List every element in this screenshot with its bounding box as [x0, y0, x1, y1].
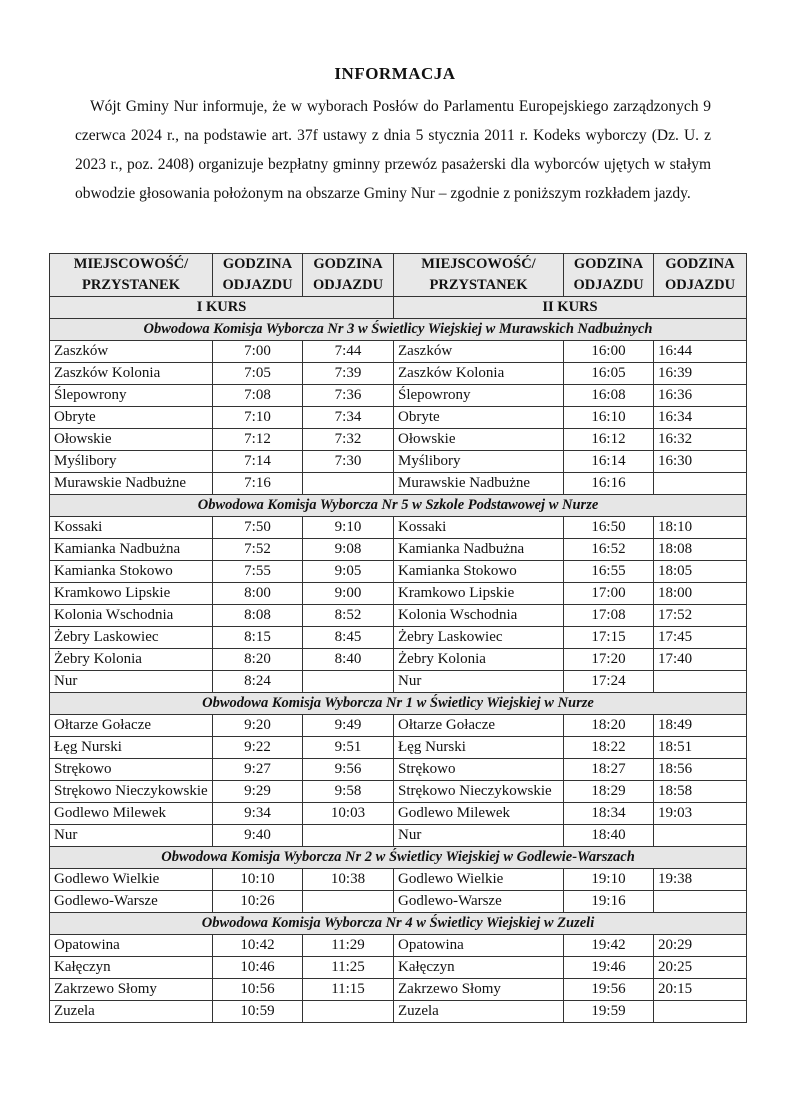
section-header-row [50, 913, 747, 935]
departure-kurs-2a: 17:15 [564, 627, 654, 649]
departure-kurs-2a: 19:56 [564, 979, 654, 1001]
header-departure-1a: GODZINA ODJAZDU [213, 254, 303, 297]
departure-kurs-2a: 19:16 [564, 891, 654, 913]
departure-kurs-2a: 16:16 [564, 473, 654, 495]
departure-kurs-2a: 18:29 [564, 781, 654, 803]
header-place-2: MIEJSCOWOŚĆ/ PRZYSTANEK [394, 254, 564, 297]
departure-kurs-1b: 7:32 [303, 429, 394, 451]
departure-kurs-1b [303, 473, 394, 495]
intro-paragraph: Wójt Gminy Nur informuje, że w wyborach Posłów do Parlamentu Europejskiego zarządzonych 9 czerwca 2024 r., na podstawie art. 37f ustawy z dnia 5 stycznia 2011 r. Kodeks wyborczy (Dz. U. z 2023 r., poz. 2408) organizuje bezpłatny gminny przewóz pasażerski dla wyborców ujętych w stałym obwodzie głosowania położonym na obszarze Gminy Nur – zgodnie z poniższym rozkładem jazdy. [75, 98, 711, 202]
departure-kurs-1a: 7:55 [213, 561, 303, 583]
table-row [50, 869, 747, 891]
departure-kurs-2a: 16:52 [564, 539, 654, 561]
departure-kurs-2b: 18:05 [654, 561, 747, 583]
departure-kurs-1a: 9:40 [213, 825, 303, 847]
table-row [50, 341, 747, 363]
stop-name-kurs-2: Strękowo Nieczykowskie [394, 781, 564, 803]
stop-name-kurs-2: Zuzela [394, 1001, 564, 1023]
section-header-row [50, 319, 747, 341]
departure-kurs-1a: 8:08 [213, 605, 303, 627]
table-row [50, 935, 747, 957]
departure-kurs-1a: 7:10 [213, 407, 303, 429]
stop-name-kurs-1: Ołowskie [50, 429, 213, 451]
stop-name-kurs-2: Ołtarze Gołacze [394, 715, 564, 737]
departure-kurs-1b: 7:34 [303, 407, 394, 429]
departure-kurs-2b: 18:10 [654, 517, 747, 539]
departure-kurs-2a: 16:10 [564, 407, 654, 429]
stop-name-kurs-1: Godlewo Wielkie [50, 869, 213, 891]
stop-name-kurs-2: Kałęczyn [394, 957, 564, 979]
table-row [50, 473, 747, 495]
table-row [50, 671, 747, 693]
departure-kurs-1a: 10:56 [213, 979, 303, 1001]
stop-name-kurs-1: Kamianka Nadbużna [50, 539, 213, 561]
stop-name-kurs-1: Kamianka Stokowo [50, 561, 213, 583]
stop-name-kurs-2: Nur [394, 825, 564, 847]
stop-name-kurs-1: Myślibory [50, 451, 213, 473]
header-departure-2b: GODZINA ODJAZDU [654, 254, 747, 297]
stop-name-kurs-1: Godlewo Milewek [50, 803, 213, 825]
stop-name-kurs-1: Strękowo [50, 759, 213, 781]
stop-name-kurs-2: Kossaki [394, 517, 564, 539]
departure-kurs-1a: 7:08 [213, 385, 303, 407]
stop-name-kurs-2: Kolonia Wschodnia [394, 605, 564, 627]
section-title: Obwodowa Komisja Wyborcza Nr 1 w Świetlicy Wiejskiej w Nurze [50, 693, 747, 715]
table-row [50, 759, 747, 781]
departure-kurs-2a: 16:14 [564, 451, 654, 473]
departure-kurs-2b: 17:40 [654, 649, 747, 671]
departure-kurs-2b [654, 825, 747, 847]
departure-kurs-2b: 16:32 [654, 429, 747, 451]
departure-kurs-1b: 11:15 [303, 979, 394, 1001]
stop-name-kurs-2: Kamianka Stokowo [394, 561, 564, 583]
departure-kurs-1a: 10:42 [213, 935, 303, 957]
stop-name-kurs-2: Murawskie Nadbużne [394, 473, 564, 495]
table-row [50, 583, 747, 605]
table-row [50, 781, 747, 803]
departure-kurs-1a: 10:26 [213, 891, 303, 913]
table-row [50, 649, 747, 671]
departure-kurs-1a: 7:50 [213, 517, 303, 539]
page-title: INFORMACJA [334, 64, 456, 83]
departure-kurs-2b [654, 473, 747, 495]
departure-kurs-2b: 16:34 [654, 407, 747, 429]
stop-name-kurs-1: Nur [50, 671, 213, 693]
departure-kurs-2a: 16:00 [564, 341, 654, 363]
table-row [50, 539, 747, 561]
departure-kurs-2b: 20:15 [654, 979, 747, 1001]
stop-name-kurs-1: Zakrzewo Słomy [50, 979, 213, 1001]
departure-kurs-2b: 18:49 [654, 715, 747, 737]
table-row [50, 979, 747, 1001]
departure-kurs-2b: 20:25 [654, 957, 747, 979]
departure-kurs-1a: 8:24 [213, 671, 303, 693]
departure-kurs-2a: 17:00 [564, 583, 654, 605]
departure-kurs-2a: 16:08 [564, 385, 654, 407]
stop-name-kurs-2: Łęg Nurski [394, 737, 564, 759]
departure-kurs-2b: 17:45 [654, 627, 747, 649]
departure-kurs-1a: 10:10 [213, 869, 303, 891]
stop-name-kurs-1: Ołtarze Gołacze [50, 715, 213, 737]
stop-name-kurs-1: Zuzela [50, 1001, 213, 1023]
table-row [50, 825, 747, 847]
departure-kurs-2a: 16:50 [564, 517, 654, 539]
departure-kurs-1a: 7:16 [213, 473, 303, 495]
table-row [50, 561, 747, 583]
header-departure-1b: GODZINA ODJAZDU [303, 254, 394, 297]
stop-name-kurs-1: Żebry Kolonia [50, 649, 213, 671]
stop-name-kurs-1: Obryte [50, 407, 213, 429]
stop-name-kurs-1: Godlewo-Warsze [50, 891, 213, 913]
stop-name-kurs-2: Godlewo Wielkie [394, 869, 564, 891]
table-row [50, 1001, 747, 1023]
departure-kurs-1b: 9:00 [303, 583, 394, 605]
departure-kurs-2a: 18:20 [564, 715, 654, 737]
departure-kurs-1a: 9:22 [213, 737, 303, 759]
table-row [50, 715, 747, 737]
departure-kurs-2b: 18:56 [654, 759, 747, 781]
table-row [50, 451, 747, 473]
departure-kurs-2a: 18:34 [564, 803, 654, 825]
departure-kurs-2a: 19:10 [564, 869, 654, 891]
departure-kurs-1b: 9:56 [303, 759, 394, 781]
departure-kurs-1a: 10:46 [213, 957, 303, 979]
departure-kurs-1b: 9:05 [303, 561, 394, 583]
departure-kurs-1b: 7:39 [303, 363, 394, 385]
departure-kurs-1a: 9:20 [213, 715, 303, 737]
stop-name-kurs-1: Murawskie Nadbużne [50, 473, 213, 495]
departure-kurs-2b: 18:58 [654, 781, 747, 803]
kurs-1-label: I KURS [50, 297, 394, 319]
table-row [50, 891, 747, 913]
stop-name-kurs-2: Nur [394, 671, 564, 693]
stop-name-kurs-2: Żebry Kolonia [394, 649, 564, 671]
departure-kurs-2b: 16:30 [654, 451, 747, 473]
departure-kurs-2a: 17:20 [564, 649, 654, 671]
departure-kurs-1a: 7:12 [213, 429, 303, 451]
stop-name-kurs-2: Zaszków [394, 341, 564, 363]
stop-name-kurs-1: Opatowina [50, 935, 213, 957]
stop-name-kurs-2: Myślibory [394, 451, 564, 473]
departure-kurs-1a: 8:20 [213, 649, 303, 671]
departure-kurs-1b [303, 825, 394, 847]
departure-kurs-1b [303, 671, 394, 693]
stop-name-kurs-1: Zaszków Kolonia [50, 363, 213, 385]
stop-name-kurs-2: Godlewo-Warsze [394, 891, 564, 913]
departure-kurs-2a: 17:24 [564, 671, 654, 693]
stop-name-kurs-1: Ślepowrony [50, 385, 213, 407]
stop-name-kurs-1: Kałęczyn [50, 957, 213, 979]
departure-kurs-1b [303, 891, 394, 913]
departure-kurs-2b [654, 1001, 747, 1023]
departure-kurs-2b: 16:44 [654, 341, 747, 363]
stop-name-kurs-2: Godlewo Milewek [394, 803, 564, 825]
table-row [50, 627, 747, 649]
header-place-1: MIEJSCOWOŚĆ/ PRZYSTANEK [50, 254, 213, 297]
table-row [50, 363, 747, 385]
table-row [50, 957, 747, 979]
header-row [50, 254, 747, 297]
departure-kurs-1b: 9:10 [303, 517, 394, 539]
departure-kurs-1b: 9:49 [303, 715, 394, 737]
section-header-row [50, 693, 747, 715]
departure-kurs-1a: 7:05 [213, 363, 303, 385]
departure-kurs-2b: 19:38 [654, 869, 747, 891]
stop-name-kurs-1: Zaszków [50, 341, 213, 363]
departure-kurs-1b: 9:51 [303, 737, 394, 759]
departure-kurs-2b [654, 891, 747, 913]
departure-kurs-1b: 7:36 [303, 385, 394, 407]
departure-kurs-1a: 7:52 [213, 539, 303, 561]
departure-kurs-1b: 10:38 [303, 869, 394, 891]
departure-kurs-1b: 7:30 [303, 451, 394, 473]
departure-kurs-1a: 10:59 [213, 1001, 303, 1023]
stop-name-kurs-2: Obryte [394, 407, 564, 429]
departure-kurs-2a: 16:05 [564, 363, 654, 385]
departure-kurs-1a: 8:00 [213, 583, 303, 605]
stop-name-kurs-2: Kamianka Nadbużna [394, 539, 564, 561]
departure-kurs-2b: 16:36 [654, 385, 747, 407]
table-row [50, 385, 747, 407]
table-row [50, 407, 747, 429]
stop-name-kurs-2: Żebry Laskowiec [394, 627, 564, 649]
departure-kurs-2b: 16:39 [654, 363, 747, 385]
departure-kurs-1b: 8:52 [303, 605, 394, 627]
departure-kurs-1b: 10:03 [303, 803, 394, 825]
departure-kurs-1a: 9:34 [213, 803, 303, 825]
departure-kurs-2a: 18:40 [564, 825, 654, 847]
departure-kurs-2b: 18:08 [654, 539, 747, 561]
section-title: Obwodowa Komisja Wyborcza Nr 2 w Świetlicy Wiejskiej w Godlewie-Warszach [50, 847, 747, 869]
departure-kurs-2a: 16:12 [564, 429, 654, 451]
stop-name-kurs-1: Łęg Nurski [50, 737, 213, 759]
stop-name-kurs-2: Zakrzewo Słomy [394, 979, 564, 1001]
departure-kurs-1b: 8:40 [303, 649, 394, 671]
table-row [50, 429, 747, 451]
departure-kurs-2a: 19:46 [564, 957, 654, 979]
stop-name-kurs-2: Kramkowo Lipskie [394, 583, 564, 605]
departure-kurs-2a: 19:42 [564, 935, 654, 957]
stop-name-kurs-2: Zaszków Kolonia [394, 363, 564, 385]
stop-name-kurs-1: Kramkowo Lipskie [50, 583, 213, 605]
departure-kurs-2b: 19:03 [654, 803, 747, 825]
section-title: Obwodowa Komisja Wyborcza Nr 5 w Szkole Podstawowej w Nurze [50, 495, 747, 517]
departure-kurs-1b: 9:58 [303, 781, 394, 803]
departure-kurs-1b: 11:25 [303, 957, 394, 979]
departure-kurs-2a: 18:22 [564, 737, 654, 759]
stop-name-kurs-2: Strękowo [394, 759, 564, 781]
section-header-row [50, 495, 747, 517]
stop-name-kurs-2: Ołowskie [394, 429, 564, 451]
departure-kurs-1a: 9:29 [213, 781, 303, 803]
departure-kurs-1b: 9:08 [303, 539, 394, 561]
departure-kurs-1a: 8:15 [213, 627, 303, 649]
stop-name-kurs-2: Ślepowrony [394, 385, 564, 407]
section-header-row [50, 847, 747, 869]
departure-kurs-2a: 16:55 [564, 561, 654, 583]
schedule-table [49, 253, 747, 1023]
section-title: Obwodowa Komisja Wyborcza Nr 4 w Świetlicy Wiejskiej w Zuzeli [50, 913, 747, 935]
section-title: Obwodowa Komisja Wyborcza Nr 3 w Świetlicy Wiejskiej w Murawskich Nadbużnych [50, 319, 747, 341]
departure-kurs-2a: 19:59 [564, 1001, 654, 1023]
departure-kurs-1a: 9:27 [213, 759, 303, 781]
departure-kurs-1b: 7:44 [303, 341, 394, 363]
departure-kurs-1a: 7:00 [213, 341, 303, 363]
departure-kurs-2b: 18:51 [654, 737, 747, 759]
kurs-2-label: II KURS [394, 297, 747, 319]
table-row [50, 517, 747, 539]
table-row [50, 803, 747, 825]
departure-kurs-2a: 18:27 [564, 759, 654, 781]
departure-kurs-2b: 20:29 [654, 935, 747, 957]
departure-kurs-1b: 8:45 [303, 627, 394, 649]
stop-name-kurs-1: Strękowo Nieczykowskie [50, 781, 213, 803]
stop-name-kurs-1: Nur [50, 825, 213, 847]
table-row [50, 605, 747, 627]
departure-kurs-1b: 11:29 [303, 935, 394, 957]
kurs-row [50, 297, 747, 319]
departure-kurs-2b: 18:00 [654, 583, 747, 605]
stop-name-kurs-2: Opatowina [394, 935, 564, 957]
departure-kurs-2a: 17:08 [564, 605, 654, 627]
header-departure-2a: GODZINA ODJAZDU [564, 254, 654, 297]
table-row [50, 737, 747, 759]
stop-name-kurs-1: Kolonia Wschodnia [50, 605, 213, 627]
stop-name-kurs-1: Żebry Laskowiec [50, 627, 213, 649]
departure-kurs-1b [303, 1001, 394, 1023]
departure-kurs-2b [654, 671, 747, 693]
departure-kurs-2b: 17:52 [654, 605, 747, 627]
stop-name-kurs-1: Kossaki [50, 517, 213, 539]
departure-kurs-1a: 7:14 [213, 451, 303, 473]
